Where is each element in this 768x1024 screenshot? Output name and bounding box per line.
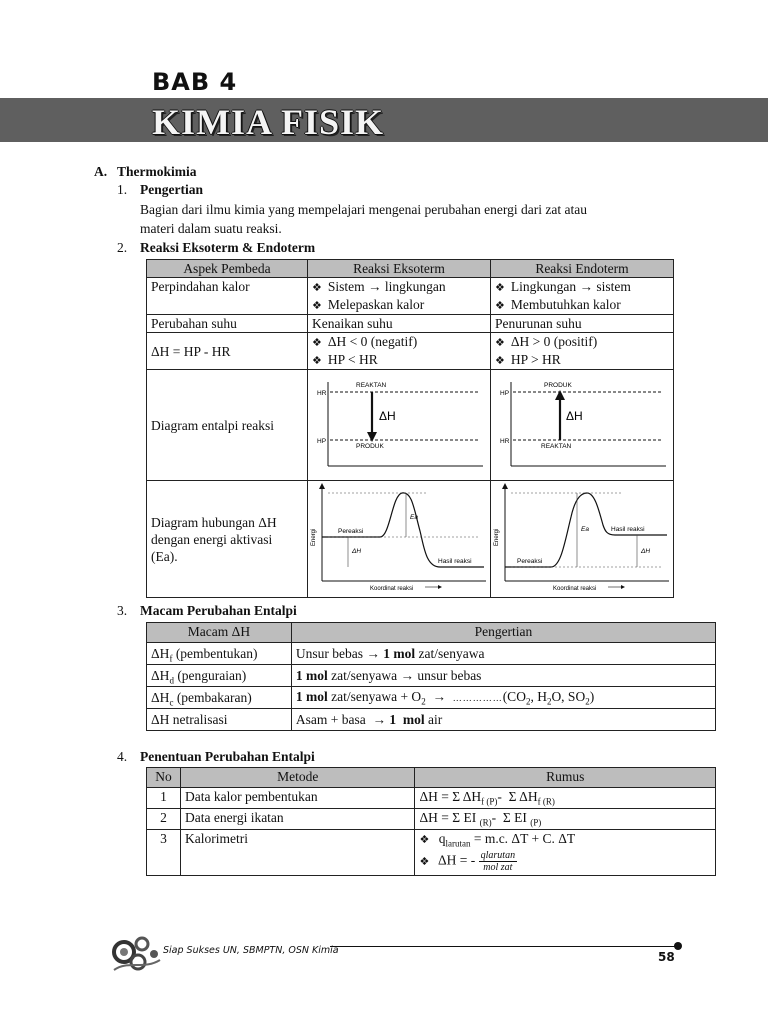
table-header-row — [147, 260, 674, 278]
exo-enthalpy-diagram — [308, 370, 490, 476]
column-header: No — [147, 768, 181, 788]
x-axis-label: Koordinat reaksi — [553, 586, 597, 592]
dh-label: ΔH — [352, 548, 362, 555]
page-number: 58 — [658, 950, 675, 964]
delta-h-label: ΔH — [566, 409, 583, 423]
enthalpy-types-table — [146, 622, 716, 731]
publisher-logo-icon — [108, 930, 168, 974]
axis-upper-label: HP — [500, 390, 510, 397]
reactant-label: REAKTAN — [356, 382, 387, 389]
enthalpy-definition: Asam + basa → 1 mol air — [291, 709, 715, 731]
column-header: Rumus — [415, 768, 716, 788]
diamond-bullet-icon: ❖ — [495, 299, 505, 312]
exo-activation-diagram — [308, 481, 490, 593]
table-row — [147, 333, 674, 370]
table-row — [147, 481, 674, 598]
diamond-bullet-icon: ❖ — [419, 854, 430, 868]
footer-dot-icon — [674, 942, 682, 950]
exo-cell: ❖ ΔH < 0 (negatif) ❖ HP < HR — [308, 333, 491, 370]
item2-title: Reaksi Eksoterm & Endoterm — [140, 240, 316, 255]
section-title: Thermokimia — [117, 164, 197, 179]
enthalpy-definition: 1 mol zat/senyawa → unsur bebas — [291, 665, 715, 687]
endo-cell: ❖ ΔH > 0 (positif) ❖ HP > HR — [491, 333, 674, 370]
method-formula: ❖ $q_{larutan} = m.c$. ΔT + C. ΔT ❖ ΔH = - qlarutan mol zat — [415, 830, 716, 876]
enthalpy-definition: 1 mol zat/senyawa + $O_2$ → $\dots\dots\dots\dots\dots(CO_2$, $H_2O$, $SO_2$) — [291, 687, 715, 709]
exo-cell: ❖ Sistem → lingkungan ❖ Melepaskan kalor — [308, 278, 491, 315]
endo-cell: Penurunan suhu — [491, 315, 674, 333]
delta-h-label: ΔH — [379, 409, 396, 423]
exo-enthalpy-diagram-cell — [308, 370, 491, 481]
row-aspect: Diagram hubungan ΔH dengan energi aktivasi (Ea). — [147, 481, 308, 598]
table-row — [147, 809, 716, 830]
table-row — [147, 830, 716, 876]
table-row — [147, 709, 716, 731]
dh-label: ΔH — [641, 548, 651, 555]
item3-title: Macam Perubahan Entalpi — [140, 603, 297, 618]
exo-activation-diagram-cell — [308, 481, 491, 598]
footer-text: Siap Sukses UN, SBMPTN, OSN Kimia — [163, 945, 339, 956]
exo-endo-table — [146, 259, 674, 598]
diamond-bullet-icon: ❖ — [419, 833, 430, 846]
row-number: 3 — [147, 830, 181, 876]
item1-title: Pengertian — [140, 182, 203, 197]
column-header: Aspek Pembeda — [147, 260, 308, 278]
table-row — [147, 643, 716, 665]
fraction-denominator: mol zat — [483, 862, 513, 873]
enthalpy-type: $\Delta H_d$ (penguraian) — [147, 665, 292, 687]
section-marker: A. — [94, 164, 108, 179]
diamond-bullet-icon: ❖ — [312, 336, 322, 349]
table-header-row — [147, 623, 716, 643]
method-formula: ΔH = Σ $\Delta H_{f (P)}-$ Σ $\Delta H_{f (R)}$ — [415, 788, 716, 809]
item4-title: Penentuan Perubahan Entalpi — [140, 749, 315, 764]
method-name: Data energi ikatan — [180, 809, 414, 830]
column-header: Reaksi Eksoterm — [308, 260, 491, 278]
item1-number: 1. — [117, 182, 128, 197]
endo-cell: ❖ Lingkungan → sistem ❖ Membutuhkan kalor — [491, 278, 674, 315]
exo-cell: Kenaikan suhu — [308, 315, 491, 333]
diamond-bullet-icon: ❖ — [312, 299, 322, 312]
column-header: Pengertian — [291, 623, 715, 643]
endo-enthalpy-diagram — [491, 370, 673, 476]
footer-divider — [330, 946, 678, 947]
row-aspect: ΔH = HP - HR — [147, 333, 308, 370]
row-aspect: Perubahan suhu — [147, 315, 308, 333]
row-number: 2 — [147, 809, 181, 830]
product-label: Hasil reaksi — [438, 558, 472, 565]
diamond-bullet-icon: ❖ — [312, 354, 322, 367]
enthalpy-definition: Unsur bebas → 1 mol zat/senyawa — [291, 643, 715, 665]
product-label: Hasil reaksi — [611, 526, 645, 533]
table-row — [147, 665, 716, 687]
item1-text-line2: materi dalam suatu reaksi. — [140, 221, 282, 236]
method-name: Data kalor pembentukan — [180, 788, 414, 809]
table-header-row — [147, 768, 716, 788]
item1-text-line1: Bagian dari ilmu kimia yang mempelajari mengenai perubahan energi dari zat atau — [140, 202, 587, 217]
reactant-label: Pereaksi — [517, 558, 543, 565]
item4-number: 4. — [117, 749, 128, 764]
item3-number: 3. — [117, 603, 128, 618]
diamond-bullet-icon: ❖ — [495, 336, 505, 349]
diamond-bullet-icon: ❖ — [495, 281, 505, 294]
chapter-title: KIMIA FISIK — [152, 102, 385, 142]
column-header: Reaksi Endoterm — [491, 260, 674, 278]
enthalpy-type: $\Delta H_c$ (pembakaran) — [147, 687, 292, 709]
table-row — [147, 687, 716, 709]
ea-label: Ea — [581, 526, 589, 533]
product-label: PRODUK — [544, 382, 572, 389]
column-header: Metode — [180, 768, 414, 788]
table-row — [147, 315, 674, 333]
table-row — [147, 370, 674, 481]
chapter-label: BAB 4 — [152, 68, 238, 96]
method-formula: ΔH = Σ EI $_{(R)}$- Σ EI $_{(P)}$ — [415, 809, 716, 830]
enthalpy-type: ΔH netralisasi — [147, 709, 292, 731]
axis-lower-label: HR — [500, 438, 510, 445]
y-axis-label: Energi — [494, 528, 500, 546]
ea-label: Ea — [410, 514, 418, 521]
endo-enthalpy-diagram-cell — [491, 370, 674, 481]
table-row — [147, 788, 716, 809]
reactant-label: REAKTAN — [541, 443, 572, 450]
endo-activation-diagram-cell — [491, 481, 674, 598]
row-aspect: Diagram entalpi reaksi — [147, 370, 308, 481]
column-header: Macam ΔH — [147, 623, 292, 643]
item2-number: 2. — [117, 240, 128, 255]
enthalpy-type: $\Delta H_f$ (pembentukan) — [147, 643, 292, 665]
reactant-label: Pereaksi — [338, 528, 364, 535]
axis-upper-label: HR — [317, 390, 327, 397]
table-row — [147, 278, 674, 315]
y-axis-label: Energi — [311, 528, 317, 546]
fraction-numerator: qlarutan — [480, 850, 516, 861]
row-number: 1 — [147, 788, 181, 809]
enthalpy-methods-table — [146, 767, 716, 876]
axis-lower-label: HP — [317, 438, 327, 445]
method-name: Kalorimetri — [180, 830, 414, 876]
diamond-bullet-icon: ❖ — [312, 281, 322, 294]
row-aspect: Perpindahan kalor — [147, 278, 308, 315]
endo-activation-diagram — [491, 481, 673, 593]
diamond-bullet-icon: ❖ — [495, 354, 505, 367]
product-label: PRODUK — [356, 443, 384, 450]
x-axis-label: Koordinat reaksi — [370, 586, 414, 592]
